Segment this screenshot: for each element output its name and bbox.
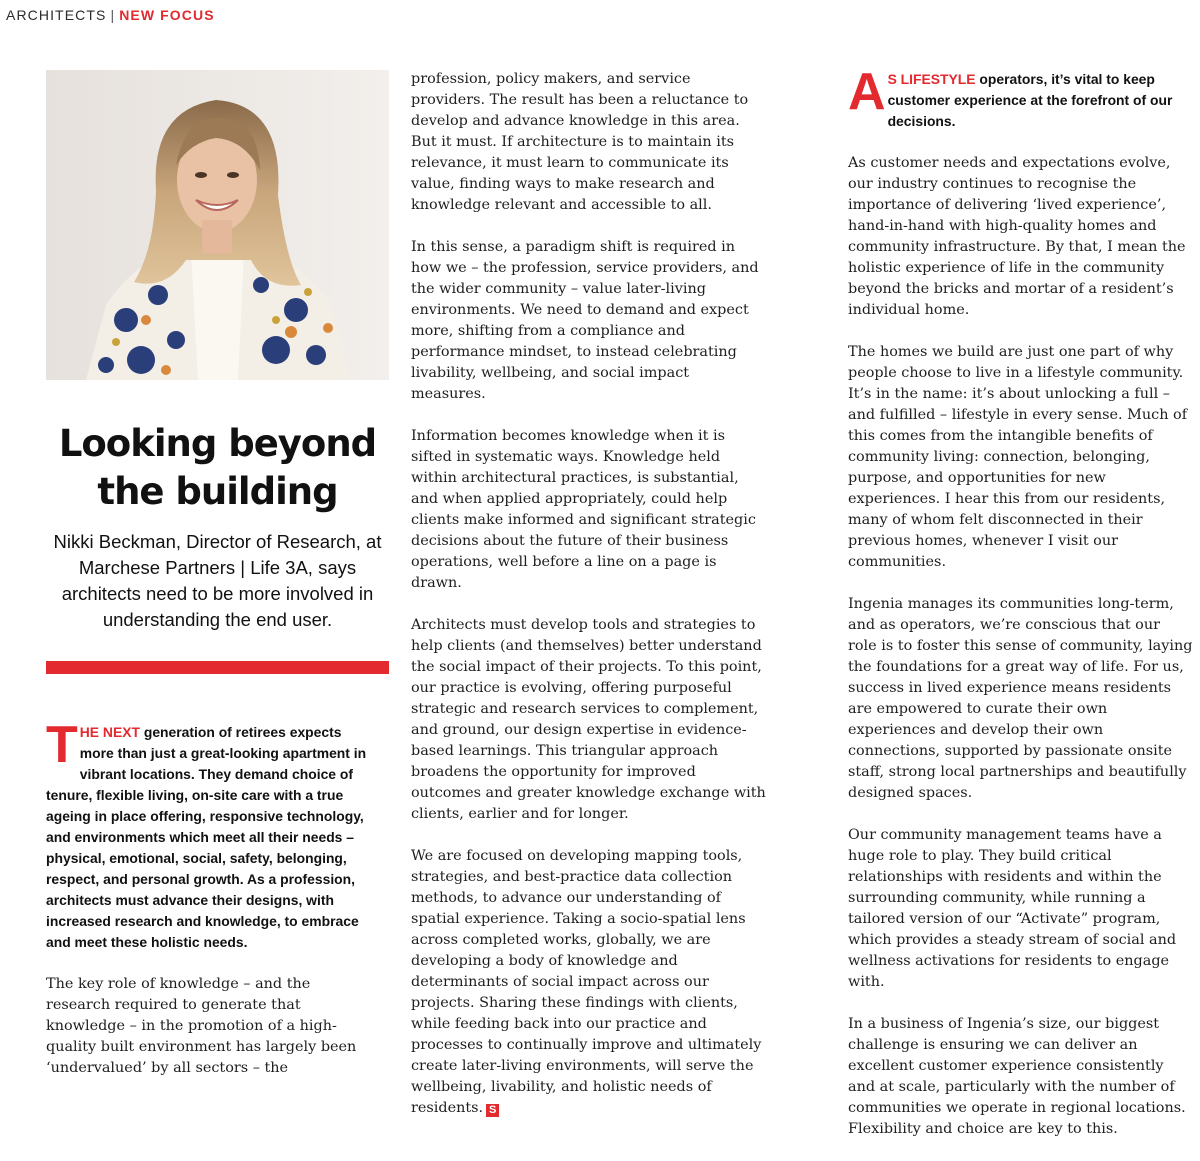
body-paragraph: In a business of Ingenia’s size, our biggest challenge is ensuring we can deliver an excellent customer experience consistently and at scale, particularly with the number of communities we operate in regional locations. Flexibility and choice are key to this.	[848, 1016, 1186, 1137]
standfirst: Nikki Beckman, Director of Research, at Marchese Partners | Life 3A, says architects need to be more involved in understanding the end user.	[53, 531, 382, 630]
section-header	[6, 7, 215, 23]
portrait-photo	[46, 70, 389, 380]
lead-text: generation of retirees expects more than just a great-looking apartment in vibrant locations. They demand choice of tenure, flexible living, on-site care with a true ageing in place offering, responsive technology, and environments which meet all their needs – physical, emotional, social, safety, belonging, respect, and personal growth. As a profession, architects must advance their designs, with increased research and knowledge, to embrace and meet these holistic needs.	[46, 724, 367, 950]
header-separator: |	[110, 7, 116, 23]
lead-paragraph	[848, 63, 1193, 132]
drop-cap: T	[46, 716, 78, 774]
body-paragraph: Our community management teams have a huge role to play. They build critical relationships with residents and within the surrounding community, while running a tailored version of our “Activate” program, which provides a steady stream of social and wellness activations for residents to engage with.	[848, 827, 1177, 990]
drop-cap: A	[848, 63, 886, 121]
article-headline	[46, 420, 389, 516]
body-paragraph: The key role of knowledge – and the research required to generate that knowledge – in the promotion of a high-quality built environment has largely been ‘undervalued’ by all sectors – the	[46, 976, 357, 1076]
body-paragraph: Information becomes knowledge when it is sifted in systematic ways. Knowledge held within architectural practices, is substantial, and when applied appropriately, could help clients make informed and significant strategic decisions about the future of their business operations, well before a line on a page is drawn.	[411, 428, 756, 591]
article-column-3	[848, 63, 1193, 1161]
article-column-2	[411, 69, 766, 1140]
section-tag: NEW FOCUS	[119, 7, 215, 23]
headline-line-1: Looking beyond	[58, 422, 377, 465]
body-paragraph: profession, policy makers, and service providers. The result has been a reluctance to develop and advance knowledge in this area. But it must. If architecture is to maintain its relevance, it must learn to communicate its value, finding ways to make research and knowledge relevant and accessible to all.	[411, 71, 749, 213]
body-paragraph: As customer needs and expectations evolve, our industry continues to recognise the importance of delivering ‘lived experience’, hand-in-hand with high-quality homes and community infrastructure. By that, I mean the holistic experience of life in the community beyond the bricks and mortar of a resident’s individual home.	[848, 155, 1186, 318]
lead-in-caps: HE NEXT	[79, 724, 140, 740]
lead-text: operators, it’s vital to keep customer experience at the forefront of our decisions.	[887, 71, 1173, 129]
body-paragraph: Ingenia manages its communities long-term, and as operators, we’re conscious that our role is to foster this sense of community, laying the foundations for a great way of life. For us, success in lived experience means residents are empowered to curate their own experiences and develop their own connections, supported by passionate onsite staff, strong local partnerships and beautifully designed spaces.	[848, 596, 1193, 801]
end-mark-icon: S	[486, 1104, 499, 1117]
body-paragraph-final	[411, 846, 766, 1119]
body-paragraph: The homes we build are just one part of why people choose to live in a lifestyle community. It’s in the name: it’s about unlocking a full – and fulfilled – lifestyle in every sense. Much of this comes from the intangible benefits of community living: connection, belonging, purpose, and opportunities for new experiences. I hear this from our residents, many of whom felt disconnected in their previous homes, whenever I visit our communities.	[848, 344, 1188, 570]
final-paragraph-text: We are focused on developing mapping tools, strategies, and best-practice data collection methods, to advance our understanding of spatial experience. Taking a socio-spatial lens across completed works, globally, we are developing a body of knowledge and determinants of social impact across our projects. Sharing these findings with clients, while feeding back into our practice and processes to continually improve and ultimately create later-living environments, will serve the wellbeing, livability, and holistic needs of residents.	[411, 848, 762, 1116]
article-column-1	[46, 716, 372, 1100]
section-name: ARCHITECTS	[6, 7, 107, 23]
lead-in-caps: S LIFESTYLE	[887, 71, 976, 87]
body-paragraph: In this sense, a paradigm shift is required in how we – the profession, service providers, and the wider community – value later-living environments. We need to demand and expect more, shifting from a compliance and performance mindset, to instead celebrating livability, wellbeing, and social impact measures.	[411, 239, 759, 402]
headline-line-2: the building	[97, 470, 338, 513]
lead-paragraph	[46, 716, 372, 953]
body-paragraph: Architects must develop tools and strategies to help clients (and themselves) better understand the social impact of their projects. To this point, our practice is evolving, offering purposeful strategic and research services to complement, and ground, our design expertise in evidence-based learnings. This triangular approach broadens the opportunity for improved outcomes and greater knowledge exchange with clients, earlier and for longer.	[411, 617, 766, 822]
red-divider	[46, 661, 389, 674]
